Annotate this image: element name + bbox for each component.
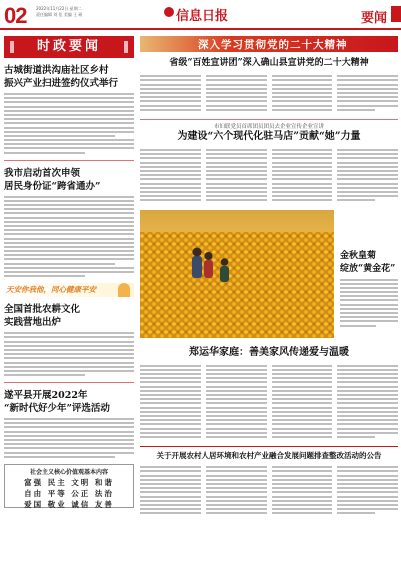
photo-caption-title: 金秋皇菊 <box>340 250 377 261</box>
story-divider <box>4 160 134 161</box>
story-divider <box>140 119 398 120</box>
story-headline-line: 遂平县开展2022年 <box>4 390 88 402</box>
story-body-text <box>4 332 134 376</box>
story-body-text <box>4 196 134 278</box>
section-name: 要闻 <box>360 11 387 26</box>
story-farming-camp[interactable] <box>4 303 134 376</box>
chrysanthemum-photo-story[interactable] <box>140 210 398 338</box>
story-headline-line: “新时代好少年”评选活动 <box>4 403 110 415</box>
story-headline: 郑运华家庭：善美家风传递爱与温暖 <box>189 346 349 358</box>
photo-caption-text <box>340 279 398 327</box>
story-womens-federation[interactable] <box>140 122 398 204</box>
photo-caption <box>340 210 398 329</box>
story-body-text <box>140 363 398 441</box>
story-kicker: 市妇联党员首席团员团员去企业宣传企业宣讲 <box>213 123 324 130</box>
notice-body-text <box>140 464 398 516</box>
paper-logo: 信息日报 <box>176 9 229 24</box>
masthead-meta <box>36 6 96 18</box>
story-family-values[interactable] <box>140 346 398 441</box>
story-headline-line: 全国首批农耕文化 <box>4 304 81 316</box>
story-headline: 为建设“六个现代化驻马店”贡献“她”力量 <box>177 130 361 142</box>
public-notice[interactable] <box>140 446 398 516</box>
cartoon-figure-icon <box>118 283 130 297</box>
page-number: 02 <box>4 3 27 28</box>
story-headline: 省级“百姓宣讲团”深入确山县宣讲党的二十大精神 <box>169 58 369 68</box>
story-body-text <box>4 418 134 458</box>
meta-line: 2022年11月22日 星期二 <box>36 6 82 11</box>
notice-headline: 关于开展农村人居环境和农村产业融合发展问题排查整改活动的公告 <box>156 451 382 461</box>
meta-line: 责任编辑 刘 佳 美编 王 硕 <box>36 12 83 17</box>
story-headline-line: 我市启动首次申领 <box>4 167 81 179</box>
story-lecture-group[interactable] <box>140 57 398 113</box>
chrysanthemum-field-photo <box>140 210 334 338</box>
section-rubric: 时政要闻 <box>4 36 134 58</box>
story-id-card[interactable] <box>4 167 134 278</box>
story-headline-line: 振兴产业扫进签约仪式举行 <box>4 78 119 89</box>
story-good-youth[interactable] <box>4 389 134 458</box>
core-values-row: 自由 平等 公正 法治 <box>24 488 114 498</box>
story-gucheng[interactable] <box>4 64 134 154</box>
story-body-text <box>4 93 134 154</box>
photo-caption-title: 绽放“黄金花” <box>340 263 396 274</box>
masthead <box>0 0 401 30</box>
story-body-text <box>140 147 398 204</box>
left-column <box>4 36 134 508</box>
story-body-text <box>140 73 398 113</box>
newspaper-seal-icon <box>164 7 174 17</box>
story-headline-line: 实践营地出炉 <box>4 317 62 329</box>
story-divider <box>4 382 134 383</box>
core-values-row: 富强 民主 文明 和谐 <box>24 477 114 487</box>
core-values-row: 爱国 敬业 诚信 友善 <box>24 499 114 509</box>
right-column <box>140 36 398 517</box>
story-headline-line: 居民身份证“跨省通办” <box>4 180 101 192</box>
core-values-box <box>4 464 134 508</box>
banner-text: 天安你我他，同心健康平安 <box>6 285 96 295</box>
core-values-title: 社会主义核心价值观基本内容 <box>29 468 108 476</box>
story-headline-line: 古城街道洪沟庙社区乡村 <box>4 65 109 76</box>
theme-banner-title: 深入学习贯彻党的二十大精神 <box>198 39 348 51</box>
public-service-banner <box>4 283 134 297</box>
section-color-tab <box>391 6 401 22</box>
theme-banner <box>140 36 398 52</box>
